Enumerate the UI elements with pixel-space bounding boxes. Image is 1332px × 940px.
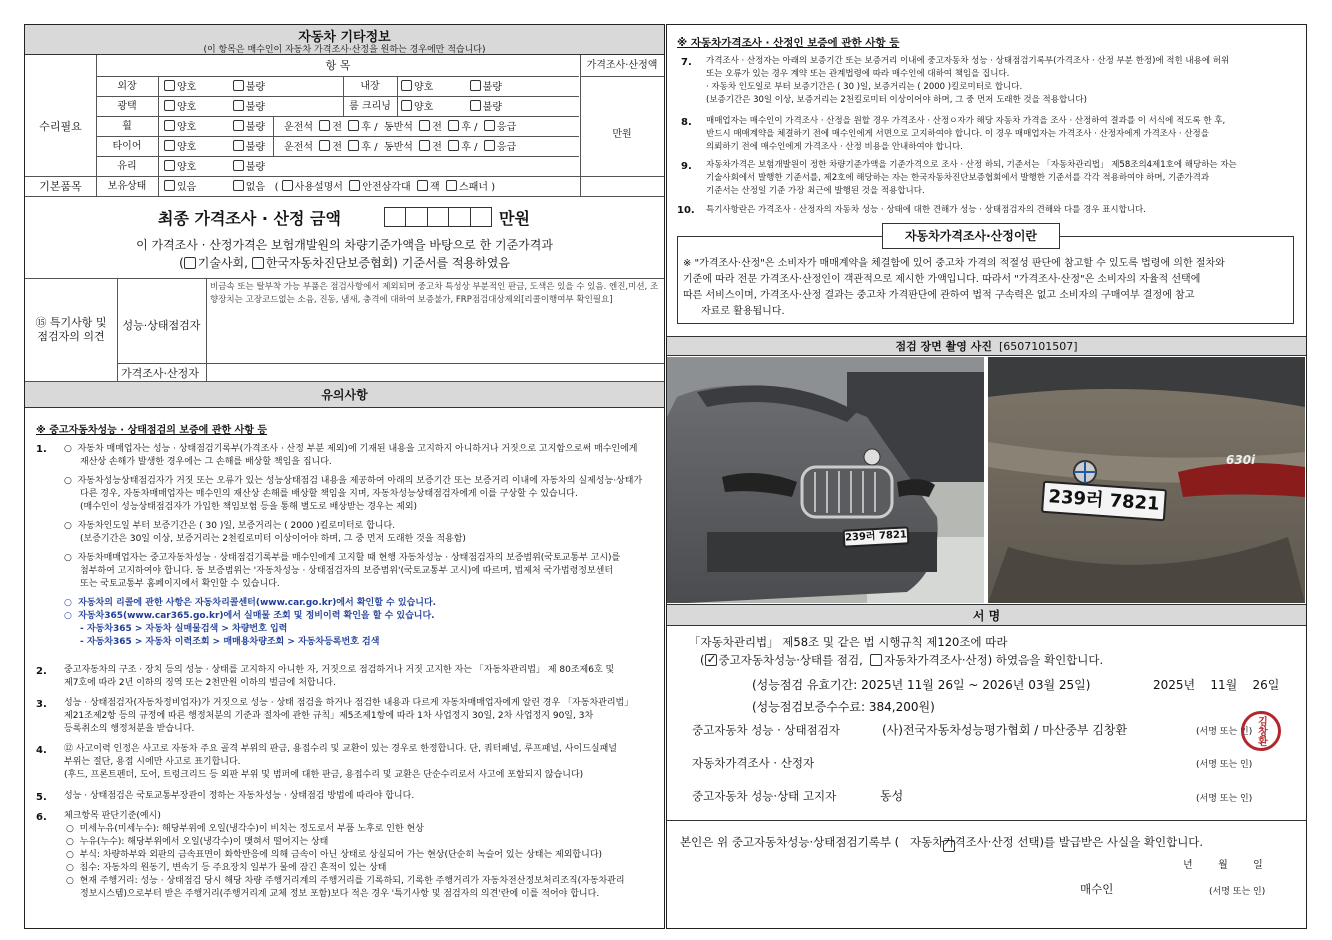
checkbox[interactable] xyxy=(164,120,175,131)
checkbox[interactable] xyxy=(164,80,175,91)
checkbox[interactable] xyxy=(233,120,244,131)
notice-item-4: ⑫ 사고이력 인정은 사고로 자동차 주요 골격 부위의 판금, 용접수리 및 교환이 있는 경우로 한정합니다. 단, 쿼터패널, 루프패널, 사이드실패널 부위는 절단, 용접 시에만 사고로 표기합니다. (후드, 프론트펜더, 도어, 트렁크리드 등 외판 부위 및 범퍼에 대한 판금, 용접수리 및 교환은 단순수리로서 사고에 포함되지 않습니다) xyxy=(64,744,617,780)
checkbox-receipt-price[interactable] xyxy=(943,840,955,852)
room-cleaning-options: 양호 불량 xyxy=(401,100,502,115)
photo-id: [6507101507] xyxy=(998,340,1078,353)
notice-item-1: ○ 자동차 매매업자는 성능 · 상태점검기록부(가격조사 · 산정 부분 제외)에 기재된 내용을 고지하지 아니하거나 거짓으로 고지함으로써 매수인에게 재산상 손해가 발생한 경우에는 그 손해를 배상할 책임을 집니다. ○ 자동차성능상태점검자가 거짓 또는 오류가 있는 성능상태점검 내용을 제공하여 아래의 보증기간 또는 보증거리 이내에 자동차의 실제성능·상태가 다른 경우, 자동차매매업자는 매수인의 재산상 손해를 배상할 책임을 지며, 자동차성능상태점검자에게 이를 구상할 수 있습니다. (매수인이 성능상태점검자가 가입한 책임보험 등을 통해 별도로 배상받는 경우는 제외) ○ 자동차인도일 부터 보증기간은 ( 30 )일, 보증거리는 ( 2000 )킬로미터로 합니다. (보증기간은 30일 이상, 보증거리는 2천킬로미터 이상이어야 하며, 그 중 먼저 도래한 것을 적용함) ○ 자동차매매업자는 중고자동차성능 · 상태점검기록부를 매수인에게 고지할 때 현행 자동차성능 · 상태점검자의 보증범위(국토교통부 고시)를 첨부하여 고지하여야 합니다. 동 보증범위는 '자동차성능 · 상태점검자의 보증범위'(국토교통부 고시)에 따르며, 법제처 국가법령정보센터 또는 국토교통부 홈페이지에서 확인할 수 있습니다. ○ 자동차의 리콜에 관한 사항은 자동차리콜센터(www.car.go.kr)에서 확인할 수 있습니다. ○ 자동차365(www.car365.go.kr)에서 실매물 조회 및 정비이력 확인을 할 수 있습니다. - 자동차365 > 자동차 실매물검색 > 차량번호 입력 - 자동차365 > 자동차 이력조회 > 매매용차량조회 > 자동차등록번호 검색 xyxy=(64,444,643,647)
num-1: 1. xyxy=(36,444,47,455)
checkbox[interactable] xyxy=(233,80,244,91)
inspector-label: 중고자동차 성능 · 상태점검자 xyxy=(692,723,840,737)
notifier-sign-hint: (서명 또는 인) xyxy=(1196,794,1253,804)
checkbox[interactable] xyxy=(164,140,175,151)
inspector-sign-hint: (서명 또는 인) xyxy=(1196,727,1253,737)
exterior-options: 양호 불량 xyxy=(164,80,265,95)
buyer-label: 매수인 xyxy=(1080,882,1114,896)
checkbox-kadia[interactable] xyxy=(252,257,264,269)
signature-line1: 「자동차관리법」 제58조 및 같은 법 시행규칙 제120조에 따라 xyxy=(689,635,1008,649)
photo-header: 점검 장면 촬영 사진 [6507101507] xyxy=(667,336,1306,356)
row-glass: 유리 xyxy=(117,161,137,172)
checkbox[interactable] xyxy=(470,100,481,111)
definition-title: 자동차가격조사·산정이란 xyxy=(882,223,1060,249)
num-10: 10. xyxy=(677,205,695,216)
num-5: 5. xyxy=(36,792,47,803)
notice-item-3: 성능 · 상태점검자(자동차정비업자)가 거짓으로 성능 · 상태 점검을 하거나 점검한 내용과 다르게 자동차매매업자에게 알린 경우 「자동차관리법」 제21조제2항 등의 규정에 따른 행정처분의 기준과 절차에 관한 규칙」제5조제1항에 따라 1차 사업정지 30일, 2차 사업정지 90일, 3차 등록취소의 행정처분을 받습니다. xyxy=(64,698,634,734)
checkbox[interactable] xyxy=(401,80,412,91)
right-item-10: 특기사항란은 가격조사 · 산정자의 자동차 성능 · 상태에 대한 견해가 성능 · 상태점검자의 견해와 다를 경우 표시합니다. xyxy=(706,205,1146,215)
front-plate: 239러 7821 xyxy=(843,526,910,547)
row-possession: 보유상태 xyxy=(107,181,147,192)
num-9: 9. xyxy=(681,161,692,172)
gloss-options: 양호 불량 xyxy=(164,100,265,115)
row-exterior: 외장 xyxy=(117,81,137,92)
inspector-opinion-label: 성능·상태점검자 xyxy=(122,319,201,332)
final-price-label: 최종 가격조사 · 산정 금액 xyxy=(158,209,341,228)
row-gloss: 광택 xyxy=(117,101,137,112)
row-interior: 내장 xyxy=(360,81,380,92)
recall-link[interactable]: 자동차의 리콜에 관한 사항은 자동차리콜센터(www.car.go.kr)에서 확인할 수 있습니다. xyxy=(78,598,437,608)
notice-item-6: 체크항목 판단기준(예시) ○ 미세누유(미세누수): 해당부위에 오일(냉각수)이 비치는 정도로서 부품 노후로 인한 현상 ○ 누유(누수): 해당부위에서 오일(냉각수)이 맺혀서 떨어지는 상태 ○ 부식: 차량하부와 외판의 금속표면이 화학반응에 의해 금속이 아닌 상태로 상실되어 가는 현상(단순히 녹슬어 있는 상태는 제외합니다) ○ 침수: 자동차의 원동기, 변속기 등 주요장치 일부가 물에 잠긴 흔적이 있는 상태 ○ 현재 주행거리: 성능 · 상태점검 당시 해당 차량 주행거리계의 주행거리를 기록하되, 기록한 주행거리가 자동차전산정보처리조직(자동차관리 정보시스템)으로부터 받은 주행거리(주행거리계 교체 정보 포함)보다 적은 경우 '특기사항 및 점검자의 의견'란에 이를 적어야 합니다. xyxy=(64,811,625,899)
notifier-label: 중고자동차 성능·상태 고지자 xyxy=(692,789,837,803)
row-tire: 타이어 xyxy=(112,141,142,152)
possession-options: 있음 없음 ( 사용설명서 안전삼각대 잭 스패너 ) xyxy=(164,180,495,195)
rear-car-image xyxy=(988,357,1305,603)
signature-date: 2025년 11월 26일 xyxy=(1153,678,1280,692)
basic-items-label: 기본품목 xyxy=(39,180,82,193)
price-basis-line1: 이 가격조사 · 산정가격은 보험개발원의 차량기준가액을 바탕으로 한 기준가격과 xyxy=(136,238,553,252)
wheel-options: 양호 불량 xyxy=(164,120,265,135)
signature-line2: (✓ 중고자동차성능·상태를 점검, 자동차가격조사·산정) 하였음을 확인합니다. xyxy=(700,652,1103,668)
checkbox[interactable] xyxy=(164,100,175,111)
notice-item-5: 성능 · 상태점검은 국토교통부장관이 정하는 자동차성능 · 상태점검 방법에 따라야 합니다. xyxy=(64,791,415,801)
definition-text: ※ "가격조사·산정"은 소비자가 매매계약을 체결함에 있어 중고차 가격의 적절성 판단에 참고할 수 있도록 법령에 의한 절차와 기준에 따라 전문 가격조사·산정인이 객관적으로 제시한 가액입니다. 따라서 "가격조사·산정"은 소비자의 자율적 선택에 따른 서비스이며, 가격조사·산정 결과는 중고차 가격판단에 관하여 법적 구속력은 없고 소비자의 구매여부 결정에 참고 자료로 활용됩니다. xyxy=(683,258,1225,317)
num-6: 6. xyxy=(36,812,47,823)
rear-plate: 239러 7821 xyxy=(1041,481,1167,522)
receipt-line: 본인은 위 중고자동차성능·상태점검기록부 ( 자동차가격조사·산정 선택)를 발급받은 사실을 확인합니다. xyxy=(680,835,1204,849)
repair-label: 수리필요 xyxy=(39,120,82,133)
rear-photo xyxy=(988,357,1305,603)
wheel-seat-options: 운전석 전 후 / 동반석 전 후 / 응급 xyxy=(284,122,517,133)
num-3: 3. xyxy=(36,699,47,710)
buyer-sign-hint: (서명 또는 인) xyxy=(1209,887,1266,897)
interior-options: 양호 불량 xyxy=(401,80,502,95)
inspector-name: (사)전국자동차성능평가협회 / 마산중부 김창환 xyxy=(882,723,1128,737)
col-price-header: 가격조사·산정액 xyxy=(586,60,658,71)
final-price-unit: 만원 xyxy=(499,209,530,228)
right-item-9: 자동차가격은 보험개발원이 정한 차량기준가액을 기준가격으로 조사 · 산정 하되, 기준서는 「자동차관리법」 제58조의4제1호에 해당하는 자는 기술사회에서 발행한 기준서를, 제2호에 해당하는 자는 한국자동차진단보증협회에서 발행한 기준서를 각각 적용하여야 하며, 기준가격과 기준서는 산정일 기준 가장 최근에 발행된 것을 적용합니다. xyxy=(706,160,1237,196)
row-room-cleaning: 룸 크리닝 xyxy=(349,101,391,112)
checkbox[interactable] xyxy=(401,100,412,111)
price-basis-line2: ( 기술사회, 한국자동차진단보증협회) 기준서를 적용하였음 xyxy=(179,256,510,270)
tire-seat-options: 운전석 전 후 / 동반석 전 후 / 응급 xyxy=(284,142,517,153)
inspection-fee: (성능점검보증수수료: 384,200원) xyxy=(752,700,935,714)
price-sign-hint: (서명 또는 인) xyxy=(1196,760,1253,770)
checkbox[interactable] xyxy=(164,160,175,171)
checkbox[interactable] xyxy=(233,100,244,111)
right-item-8: 매매업자는 매수인이 가격조사 · 산정을 원할 경우 가격조사 · 산정ㅇ자가 해당 자동차 가격을 조사 · 산정하여 결과를 이 서식에 적도록 한 후, 반드시 매매계약을 체결하기 전에 매수인에게 서면으로 고지하여야 합니다. 이 경우 매매업자는 가격조사 · 산정자에게 가격조사 · 산정을 의뢰하기 전에 매수인에게 가격조사 · 산정 비용을 안내하여야 합니다. xyxy=(706,116,1226,152)
signature-header: 서 명 xyxy=(667,604,1306,626)
front-car-image xyxy=(667,357,984,603)
checkbox[interactable] xyxy=(470,80,481,91)
receipt-ymd: 년 월 일 xyxy=(1183,860,1263,871)
num-7: 7. xyxy=(681,57,692,68)
col-item-header: 항 목 xyxy=(325,59,351,72)
final-price-input[interactable] xyxy=(384,207,492,227)
checkbox[interactable] xyxy=(233,160,244,171)
vehicle-info-subtitle: (이 항목은 매수인이 자동차 가격조사·산정을 원하는 경우에만 적습니다) xyxy=(203,45,486,55)
vehicle-info-header xyxy=(25,25,664,55)
vehicle-info-title: 자동차 기타정보 xyxy=(298,30,391,45)
checkbox-tech-society[interactable] xyxy=(184,257,196,269)
notice-header: 유의사항 xyxy=(25,382,664,408)
checkbox-price-assessment[interactable] xyxy=(870,654,882,666)
row-wheel: 휠 xyxy=(122,121,132,132)
notifier-name: 동성 xyxy=(880,789,904,803)
num-8: 8. xyxy=(681,117,692,128)
special-notes-label: ⑮ 특기사항 및 점검자의 의견 xyxy=(35,316,107,343)
notice-section-title: ※ 중고자동차성능 · 상태점검의 보증에 관한 사항 등 xyxy=(36,425,268,436)
validity-period: (성능점검 유효기간: 2025년 11월 26일 ~ 2026년 03월 25일) xyxy=(752,678,1091,692)
num-2: 2. xyxy=(36,666,47,677)
checkbox[interactable] xyxy=(233,140,244,151)
price-unit: 만원 xyxy=(612,129,632,140)
price-assessor-sign-label: 자동차가격조사 · 산정자 xyxy=(692,756,815,770)
notice-item-2: 중고자동차의 구조 · 장치 등의 성능 · 상태를 고지하지 아니한 자, 거짓으로 점검하거나 거짓 고지한 자는 「자동차관리법」 제 80조제6호 및 제7호에 따라 2년 이하의 징역 또는 2천만원 이하의 벌금에 처합니다. xyxy=(64,665,615,688)
tire-options: 양호 불량 xyxy=(164,140,265,155)
right-section-title: ※ 자동차가격조사 · 산정인 보증에 관한 사항 등 xyxy=(677,37,900,49)
model-badge: 630i xyxy=(1226,453,1256,467)
inspector-stamp: 김창환 xyxy=(1241,711,1281,751)
checkbox-performance-check[interactable] xyxy=(705,654,717,666)
car365-link[interactable]: 자동차365(www.car365.go.kr)에서 실매물 조회 및 정비이력 확인을 할 수 있습니다. xyxy=(78,611,435,621)
price-assessor-label: 가격조사·산정자 xyxy=(121,367,199,380)
inspector-opinion-text: 비금속 또는 탈부착 가능 부품은 점검사항에서 제외되며 중고차 특성상 부분적인 판금, 도색은 있을 수 있음. 엔진,미션, 조향장치는 고장코드없는 소음, 진동, 냄새, 충격에 대하여 보증불가, FRP점검대상제외[리콜이행여부 확인필요] xyxy=(210,282,659,305)
glass-options: 양호 불량 xyxy=(164,160,265,175)
right-item-7: 가격조사 · 산정자는 아래의 보증기간 또는 보증거리 이내에 중고자동차 성능 · 상태점검기록부(가격조사 · 산정 부분 한정)에 적힌 내용에 허위 또는 오류가 있는 경우 계약 또는 관계법령에 따라 매수인에 대하여 책임을 집니다. · 자동차 인도일로 부터 보증기간은 ( 30 )일, 보증거리는 ( 2000 )킬로미터로 합니다. (보증기간은 30일 이상, 보증거리는 2천킬로미터 이상이어야 하며, 그 중 먼저 도래한 것을 적용합니다) xyxy=(706,56,1230,105)
num-4: 4. xyxy=(36,745,47,756)
front-photo xyxy=(667,357,984,603)
